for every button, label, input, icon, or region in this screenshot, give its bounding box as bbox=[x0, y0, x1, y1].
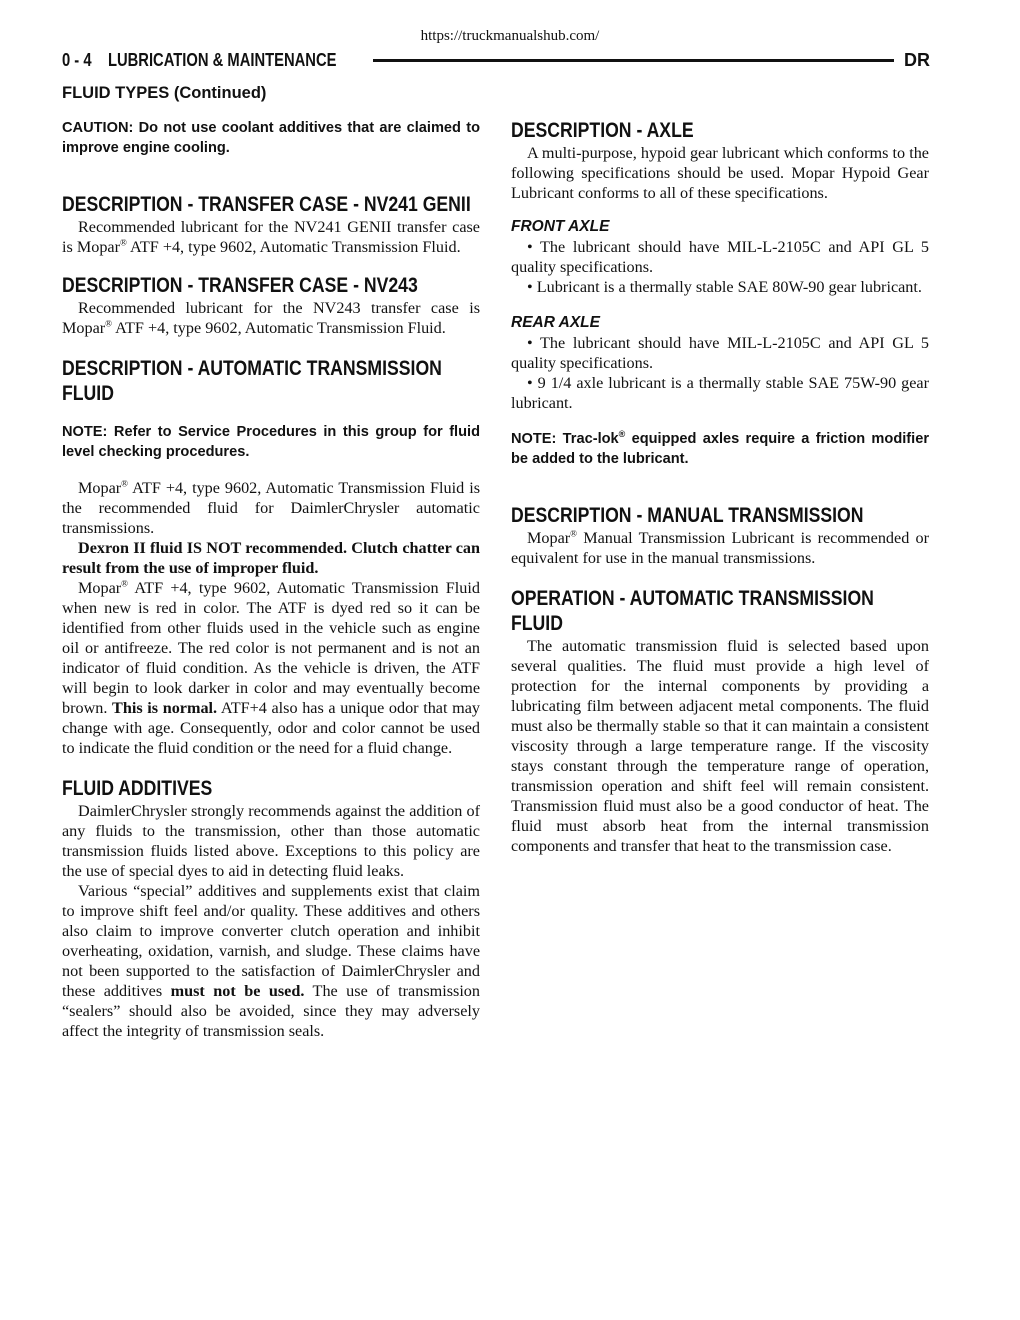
additives-paragraph-2: Various “special” additives and supplements exist that claim to improve shift feel and/or quality. These additives and others also claim to improve converter clutch operation and inhibit overheating, oxidation, varnish, and sludge. These claims have not been supported to the satisfaction of DaimlerChrysler and these additives must not be used. The use of transmission “sealers” should also be avoided, since they may adversely affect the integrity of transmission seals. bbox=[62, 882, 480, 1040]
atf-paragraph-1: Mopar® ATF +4, type 9602, Automatic Transmission Fluid is the recommended fluid for DaimlerChrysler automatic transmissions. bbox=[62, 478, 480, 537]
page-header bbox=[62, 48, 930, 72]
front-axle-bullet-1: • The lubricant should have MIL-L-2105C and API GL 5 quality specifications. bbox=[511, 238, 929, 276]
rear-axle-bullet-1: • The lubricant should have MIL-L-2105C and API GL 5 quality specifications. bbox=[511, 334, 929, 372]
heading-operation-atf: OPERATION - AUTOMATIC TRANSMISSION FLUID bbox=[511, 587, 874, 635]
page-number: 0 - 4 bbox=[62, 49, 92, 70]
nv241-text: Recommended lubricant for the NV241 GENII transfer case is Mopar® ATF +4, type 9602, Automatic Transmission Fluid. bbox=[62, 218, 480, 256]
atf-paragraph-3: Mopar® ATF +4, type 9602, Automatic Transmission Fluid when new is red in color. The ATF is dyed red so it can be identified from other fluids used in the vehicle such as engine oil or antifreeze. The red color is not permanent and is not an indicator of fluid condition. As the vehicle is driven, the ATF will begin to look darker in color and may eventually become brown. This is normal. ATF+4 also has a unique odor that may change with age. Consequently, odor and color cannot be used to indicate the fluid condition or the need for a fluid change. bbox=[62, 578, 480, 757]
heading-front-axle: FRONT AXLE bbox=[511, 218, 610, 235]
axle-note: NOTE: Trac-lok® equipped axles require a friction modifier be added to the lubricant. bbox=[511, 429, 929, 467]
front-axle-bullet-2: • Lubricant is a thermally stable SAE 80W-90 gear lubricant. bbox=[527, 278, 922, 296]
right-column bbox=[511, 118, 929, 856]
additives-paragraph-1: DaimlerChrysler strongly recommends against the addition of any fluids to the transmission, other than those automatic transmission fluids listed above. Exceptions to this policy are the use of special dyes to aid in detecting fluid leaks. bbox=[62, 802, 480, 880]
heading-axle: DESCRIPTION - AXLE bbox=[511, 119, 694, 142]
atf-note: NOTE: Refer to Service Procedures in this group for fluid level checking procedures. bbox=[62, 424, 480, 460]
manual-transmission-text: Mopar® Manual Transmission Lubricant is recommended or equivalent for use in the manual transmissions. bbox=[511, 528, 929, 567]
axle-text: A multi-purpose, hypoid gear lubricant which conforms to the following specifications should be used. Mopar Hypoid Gear Lubricant conforms to all of these specifications. bbox=[511, 144, 929, 202]
left-column bbox=[62, 118, 480, 1041]
rear-axle-bullet-2: • 9 1/4 axle lubricant is a thermally stable SAE 75W-90 gear lubricant. bbox=[511, 374, 929, 412]
heading-atf: DESCRIPTION - AUTOMATIC TRANSMISSION FLUID bbox=[62, 357, 442, 405]
heading-fluid-additives: FLUID ADDITIVES bbox=[62, 777, 213, 800]
page-header-title bbox=[62, 50, 336, 71]
caution-note: CAUTION: Do not use coolant additives that are claimed to improve engine cooling. bbox=[62, 120, 480, 156]
nv243-text: Recommended lubricant for the NV243 transfer case is Mopar® ATF +4, type 9602, Automatic Transmission Fluid. bbox=[62, 299, 480, 337]
heading-nv243: DESCRIPTION - TRANSFER CASE - NV243 bbox=[62, 274, 418, 297]
heading-nv241: DESCRIPTION - TRANSFER CASE - NV241 GENII bbox=[62, 193, 471, 216]
continued-title: FLUID TYPES (Continued) bbox=[62, 84, 267, 102]
atf-paragraph-2: Dexron II fluid IS NOT recommended. Clutch chatter can result from the use of improper fluid. bbox=[62, 539, 480, 577]
heading-manual-transmission: DESCRIPTION - MANUAL TRANSMISSION bbox=[511, 504, 864, 527]
operation-text: The automatic transmission fluid is selected based upon several qualities. The fluid must provide a high level of protection for the internal components by providing a lubricating film between adjacent metal components. The fluid must also be thermally stable so that it can maintain a consistent viscosity through a large temperature range. If the viscosity stays constant through the temperature range of operation, transmission operation and shift feel will remain consistent. Transmission fluid must also be a good conductor of heat. The fluid must absorb heat from the internal transmission components and transfer that heat to the transmission case. bbox=[511, 637, 929, 855]
section-title: LUBRICATION & MAINTENANCE bbox=[107, 49, 337, 70]
heading-rear-axle: REAR AXLE bbox=[511, 314, 600, 331]
header-rule bbox=[373, 59, 894, 62]
source-url: https://truckmanualshub.com/ bbox=[420, 28, 600, 44]
model-code: DR bbox=[904, 49, 930, 70]
